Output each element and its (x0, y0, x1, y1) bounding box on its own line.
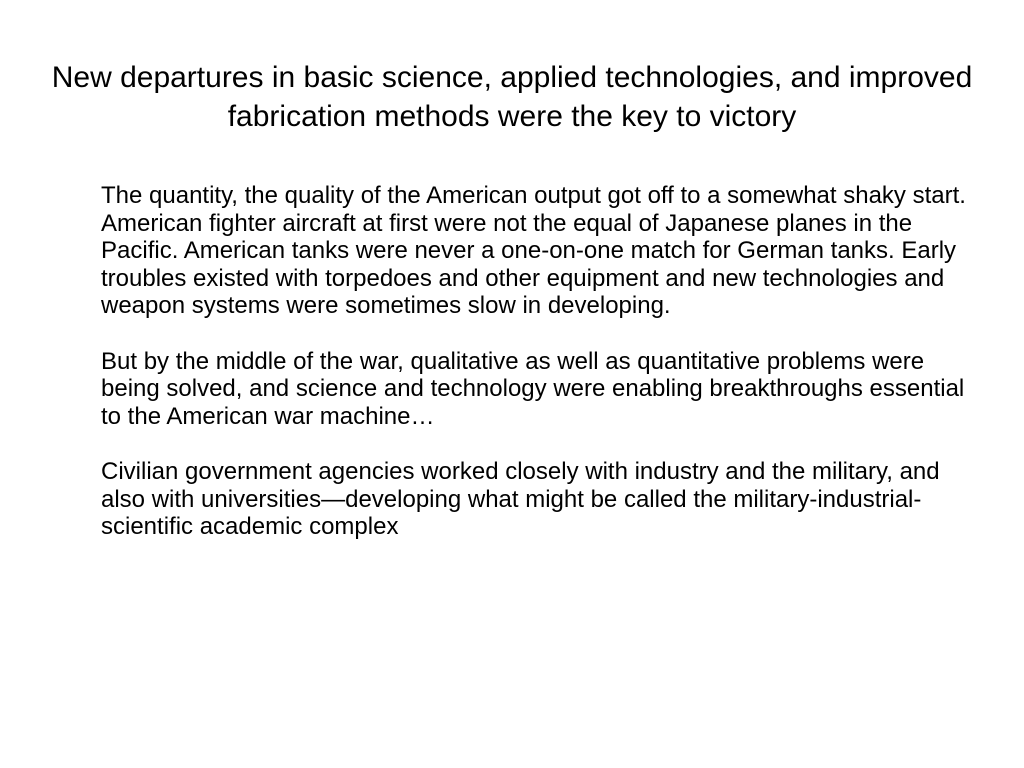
body-paragraph-1: The quantity, the quality of the American output got off to a somewhat shaky start. American fighter aircraft at first were not the equal of Japanese planes in the Pacific. American tanks were never a one-on-one match for German tanks. Early troubles existed with torpedoes and other equipment and new technologies and weapon systems were sometimes slow in developing. (101, 182, 966, 319)
slide-body (101, 182, 981, 541)
body-paragraph-2: But by the middle of the war, qualitative as well as quantitative problems were being solved, and science and technology were enabling breakthroughs essential to the American war machine… (101, 347, 965, 430)
slide-title: New departures in basic science, applied technologies, and improved fabrication methods were the key to victory (51, 61, 973, 133)
body-paragraph-3: Civilian government agencies worked closely with industry and the military, and also with universities—developing what might be called the military-industrial-scientific academic complex (101, 458, 940, 540)
